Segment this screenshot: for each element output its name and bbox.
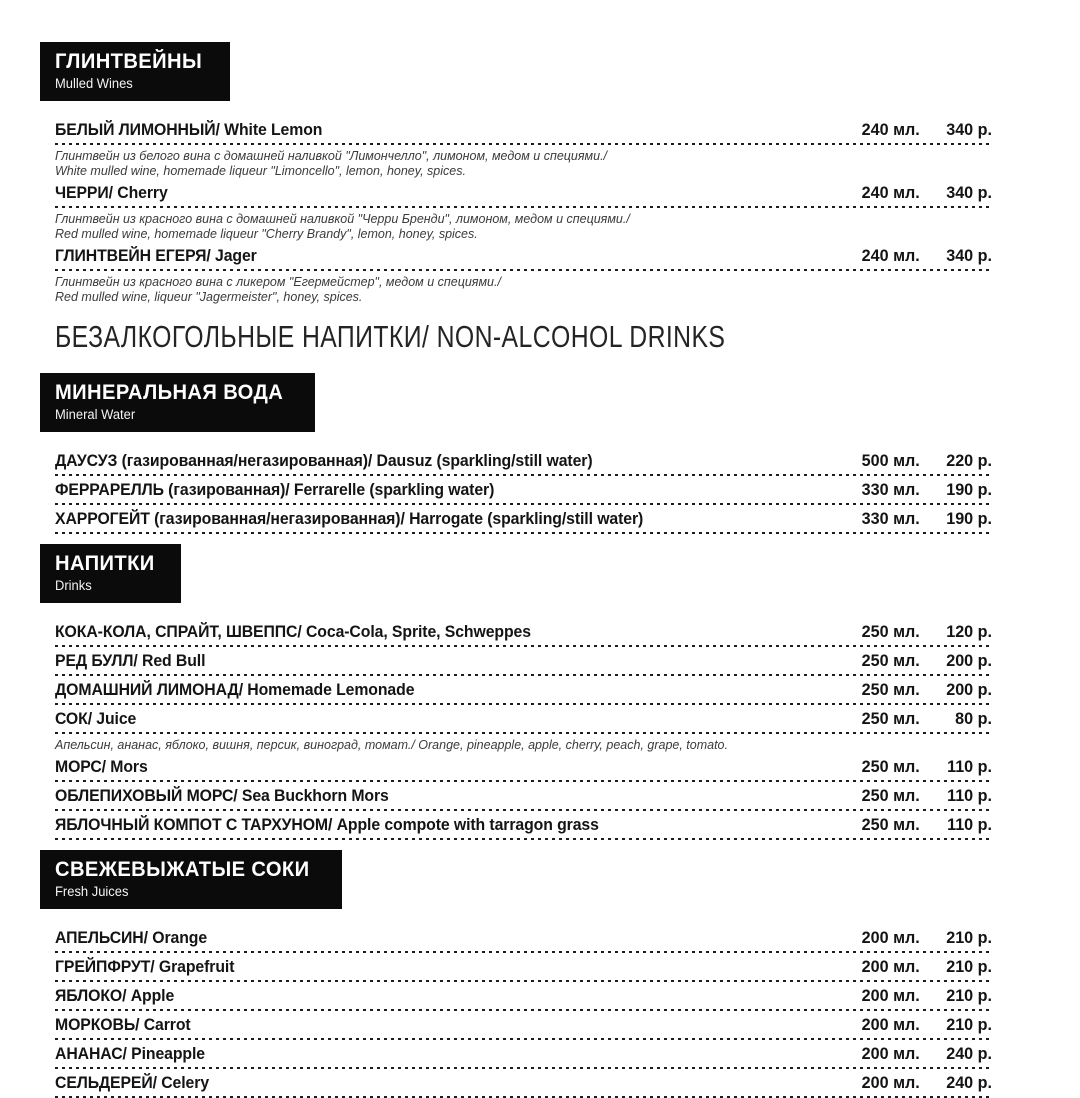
menu-item-price: 340 р.: [946, 246, 992, 266]
menu-item-name: МОРС/ Mors: [55, 757, 148, 777]
menu-item-description: [55, 149, 992, 179]
menu-item-price: 210 р.: [946, 986, 992, 1006]
menu-item-price: 110 р.: [947, 757, 992, 777]
category-heading: БЕЗАЛКОГОЛЬНЫЕ НАПИТКИ/ NON-ALCOHOL DRINKS: [55, 319, 726, 355]
menu-item-price-group: [853, 957, 992, 977]
menu-item-price-group: [853, 451, 992, 471]
section-items: [55, 928, 992, 1098]
menu-item-price: 210 р.: [946, 957, 992, 977]
menu-item-price-group: [853, 757, 992, 777]
section-header: [40, 373, 315, 432]
menu-item-name: ЯБЛОКО/ Apple: [55, 986, 175, 1006]
menu-item-price: 110 р.: [947, 815, 992, 835]
menu-item-price-group: [853, 786, 992, 806]
menu-item-row: [55, 480, 992, 505]
menu-item-price: 80 р.: [955, 709, 992, 729]
menu-item-price: 240 р.: [946, 1073, 992, 1093]
menu-item-name: СЕЛЬДЕРЕЙ/ Celery: [55, 1073, 210, 1093]
menu-item-line: [55, 757, 992, 777]
menu-item-description-ru: Глинтвейн из красного вина с домашней наливкой "Черри Бренди", лимоном, медом и специями./: [55, 212, 630, 227]
menu-item-row: [55, 986, 992, 1011]
menu-item-line: [55, 957, 992, 977]
section-title-ru: ГЛИНТВЕЙНЫ: [55, 50, 203, 73]
menu-item-price-group: [853, 622, 992, 642]
menu-item-name: АНАНАС/ Pineapple: [55, 1044, 206, 1064]
menu-item-row: [55, 957, 992, 982]
menu-item-price-group: [853, 1073, 992, 1093]
section-header: [40, 42, 230, 101]
menu-item-price: 210 р.: [946, 928, 992, 948]
menu-item-name: ДОМАШНИЙ ЛИМОНАД/ Homemade Lemonade: [55, 680, 415, 700]
menu-item-row: [55, 183, 992, 242]
menu-item-row: [55, 928, 992, 953]
menu-item-line: [55, 1073, 992, 1093]
menu-section-mineral-water: [55, 373, 992, 534]
menu-item-volume: 330 мл.: [861, 480, 920, 500]
menu-item-price-group: [853, 928, 992, 948]
dotted-separator: [55, 674, 992, 676]
menu-item-row: [55, 1044, 992, 1069]
dotted-separator: [55, 838, 992, 840]
menu-item-line: [55, 928, 992, 948]
menu-item-line: [55, 786, 992, 806]
menu-item-name: ОБЛЕПИХОВЫЙ МОРС/ Sea Buckhorn Mors: [55, 786, 389, 806]
menu-item-volume: 200 мл.: [861, 957, 920, 977]
menu-item-volume: 200 мл.: [861, 1073, 920, 1093]
menu-item-name: ЧЕРРИ/ Cherry: [55, 183, 168, 203]
menu-item-price-group: [853, 509, 992, 529]
menu-item-volume: 500 мл.: [861, 451, 920, 471]
menu-item-price-group: [853, 986, 992, 1006]
menu-item-description-ru: Глинтвейн из красного вина с ликером "Егермейстер", медом и специями./: [55, 275, 501, 290]
dotted-separator: [55, 951, 992, 953]
menu-item-name: МОРКОВЬ/ Carrot: [55, 1015, 191, 1035]
menu-item-price: 200 р.: [946, 680, 992, 700]
menu-item-price-group: [853, 709, 992, 729]
menu-item-line: [55, 680, 992, 700]
menu-item-volume: 200 мл.: [861, 1044, 920, 1064]
section-title-ru: МИНЕРАЛЬНАЯ ВОДА: [55, 381, 284, 405]
menu-item-price-group: [853, 120, 992, 140]
menu-item-line: [55, 709, 992, 729]
dotted-separator: [55, 809, 992, 811]
dotted-separator: [55, 532, 992, 534]
menu-item-line: [55, 815, 992, 835]
menu-item-row: [55, 120, 992, 179]
menu-item-volume: 250 мл.: [861, 786, 920, 806]
menu-item-volume: 240 мл.: [861, 183, 920, 203]
menu-item-line: [55, 183, 992, 203]
section-title-en: Mineral Water: [55, 407, 136, 423]
menu-item-row: [55, 709, 992, 753]
section-title-en: Fresh Juices: [55, 884, 129, 900]
menu-item-name: СОК/ Juice: [55, 709, 137, 729]
dotted-separator: [55, 143, 992, 145]
menu-section-fresh-juices: [55, 850, 992, 1098]
menu-item-volume: 240 мл.: [861, 120, 920, 140]
menu-item-price-group: [853, 1044, 992, 1064]
menu-item-volume: 250 мл.: [861, 622, 920, 642]
menu-item-price-group: [853, 815, 992, 835]
menu-item-line: [55, 1015, 992, 1035]
section-title-en: Mulled Wines: [55, 76, 133, 92]
menu-item-line: [55, 986, 992, 1006]
menu-item-line: [55, 451, 992, 471]
menu-item-line: [55, 509, 992, 529]
menu-item-row: [55, 1073, 992, 1098]
menu-item-price: 210 р.: [946, 1015, 992, 1035]
menu-item-price: 240 р.: [946, 1044, 992, 1064]
menu-item-price: 190 р.: [946, 509, 992, 529]
section-title-ru: НАПИТКИ: [55, 552, 155, 576]
menu-item-volume: 200 мл.: [861, 986, 920, 1006]
menu-item-name: ДАУСУЗ (газированная/негазированная)/ Dausuz (sparkling/still water): [55, 451, 593, 471]
menu-item-name: ГРЕЙПФРУТ/ Grapefruit: [55, 957, 235, 977]
menu-item-volume: 250 мл.: [861, 651, 920, 671]
menu-item-row: [55, 680, 992, 705]
menu-item-name: ХАРРОГЕЙТ (газированная/негазированная)/ Harrogate (sparkling/still water): [55, 509, 644, 529]
menu-item-volume: 250 мл.: [861, 815, 920, 835]
menu-item-description-ru: Глинтвейн из белого вина с домашней наливкой "Лимончелло", лимоном, медом и специями./: [55, 149, 608, 164]
menu-item-name: КОКА-КОЛА, СПРАЙТ, ШВЕППС/ Coca-Cola, Sprite, Schweppes: [55, 622, 531, 642]
menu-item-line: [55, 651, 992, 671]
dotted-separator: [55, 980, 992, 982]
menu-item-row: [55, 651, 992, 676]
menu-item-volume: 330 мл.: [861, 509, 920, 529]
section-header: [40, 850, 342, 909]
menu-item-line: [55, 480, 992, 500]
menu-item-description-en: Red mulled wine, homemade liqueur "Cherry Brandy", lemon, honey, spices.: [55, 227, 478, 242]
dotted-separator: [55, 474, 992, 476]
menu-item-price-group: [853, 1015, 992, 1035]
menu-item-price-group: [853, 480, 992, 500]
section-header: [40, 544, 181, 603]
menu-item-price-group: [853, 680, 992, 700]
section-items: [55, 622, 992, 840]
dotted-separator: [55, 1009, 992, 1011]
dotted-separator: [55, 780, 992, 782]
menu-item-name: ГЛИНТВЕЙН ЕГЕРЯ/ Jager: [55, 246, 257, 266]
menu-item-line: [55, 1044, 992, 1064]
menu-item-volume: 240 мл.: [861, 246, 920, 266]
menu-item-price: 220 р.: [946, 451, 992, 471]
menu-section-mulled-wines: [55, 42, 992, 305]
menu-item-name: РЕД БУЛЛ/ Red Bull: [55, 651, 206, 671]
menu-item-row: [55, 757, 992, 782]
dotted-separator: [55, 1038, 992, 1040]
menu-item-row: [55, 509, 992, 534]
menu-item-line: [55, 246, 992, 266]
menu-item-description: [55, 212, 992, 242]
menu-item-row: [55, 246, 992, 305]
menu-item-price: 340 р.: [946, 183, 992, 203]
menu-item-volume: 250 мл.: [861, 757, 920, 777]
menu-section-drinks: [55, 544, 992, 840]
menu-item-row: [55, 815, 992, 840]
menu-item-description: [55, 738, 992, 753]
dotted-separator: [55, 703, 992, 705]
menu-item-price: 120 р.: [946, 622, 992, 642]
menu-item-volume: 250 мл.: [861, 680, 920, 700]
section-title-ru: СВЕЖЕВЫЖАТЫЕ СОКИ: [55, 858, 310, 882]
menu-item-description-en: Red mulled wine, liqueur "Jagermeister", honey, spices.: [55, 290, 363, 305]
menu-item-volume: 250 мл.: [861, 709, 920, 729]
menu-item-description-ru: Апельсин, ананас, яблоко, вишня, персик, виноград, томат./ Orange, pineapple, apple, cherry, peach, grape, tomato.: [55, 738, 728, 753]
menu-item-price: 200 р.: [946, 651, 992, 671]
menu-item-description: [55, 275, 992, 305]
menu-item-description-en: White mulled wine, homemade liqueur "Limoncello", lemon, honey, spices.: [55, 164, 466, 179]
section-items: [55, 451, 992, 534]
menu-item-line: [55, 120, 992, 140]
menu-item-row: [55, 622, 992, 647]
menu-item-name: АПЕЛЬСИН/ Orange: [55, 928, 208, 948]
menu-item-name: ФЕРРАРЕЛЛЬ (газированная)/ Ferrarelle (sparkling water): [55, 480, 495, 500]
menu-item-row: [55, 786, 992, 811]
menu-item-price: 340 р.: [946, 120, 992, 140]
menu-item-row: [55, 451, 992, 476]
menu-item-name: ЯБЛОЧНЫЙ КОМПОТ С ТАРХУНОМ/ Apple compote with tarragon grass: [55, 815, 599, 835]
section-items: [55, 120, 992, 305]
menu-item-volume: 200 мл.: [861, 928, 920, 948]
menu-item-name: БЕЛЫЙ ЛИМОННЫЙ/ White Lemon: [55, 120, 323, 140]
section-title-en: Drinks: [55, 578, 92, 594]
menu-item-line: [55, 622, 992, 642]
menu-item-row: [55, 1015, 992, 1040]
menu-item-price-group: [853, 651, 992, 671]
menu-item-price-group: [853, 246, 992, 266]
menu-item-price-group: [853, 183, 992, 203]
menu-item-price: 110 р.: [947, 786, 992, 806]
dotted-separator: [55, 206, 992, 208]
dotted-separator: [55, 1067, 992, 1069]
dotted-separator: [55, 645, 992, 647]
menu-item-price: 190 р.: [946, 480, 992, 500]
dotted-separator: [55, 269, 992, 271]
menu-item-volume: 200 мл.: [861, 1015, 920, 1035]
dotted-separator: [55, 503, 992, 505]
dotted-separator: [55, 732, 992, 734]
